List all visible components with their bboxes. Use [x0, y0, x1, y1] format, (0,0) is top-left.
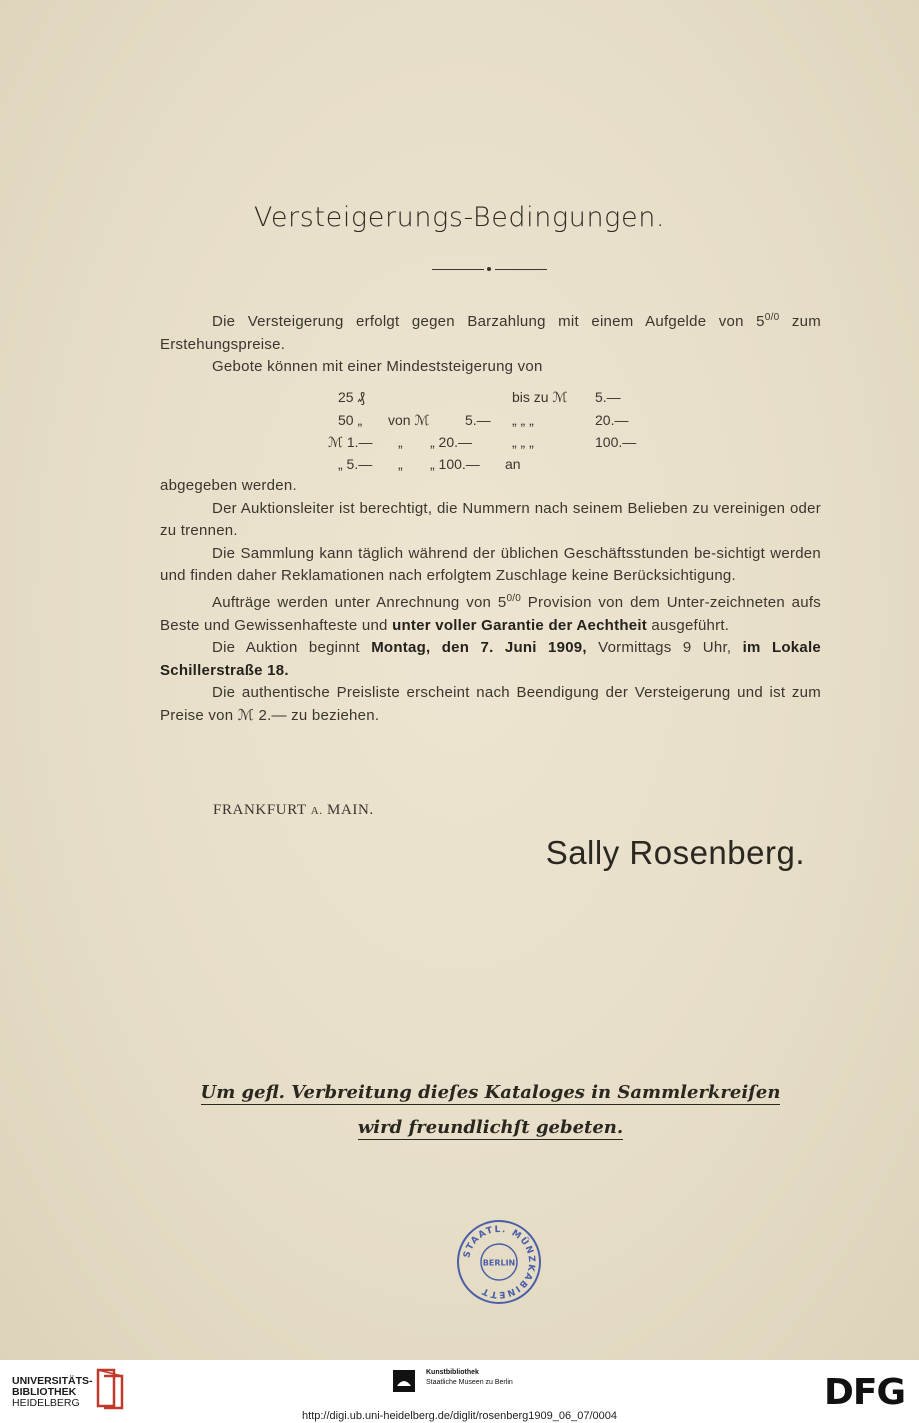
museum-stamp [455, 1218, 543, 1306]
increment-cell: „ 100.— [430, 456, 480, 472]
paragraph-bids: Gebote können mit einer Mindeststeigerung von [212, 358, 543, 376]
kunstbibliothek-label: Kunstbibliothek Staatliche Museen zu Berlin [426, 1369, 513, 1386]
paragraph-submitted: abgegeben werden. [160, 477, 297, 494]
signature: Sally Rosenberg. [545, 834, 805, 871]
increment-cell: „ [398, 456, 403, 472]
increment-cell: 20.— [595, 412, 629, 428]
increment-cell: 5.— [595, 389, 621, 405]
conditions-text-upper [160, 307, 821, 379]
increment-cell: 100.— [595, 434, 637, 450]
increment-cell: „ „ „ [512, 434, 534, 450]
increment-cell: an [505, 456, 521, 472]
ub-heidelberg-label: UNIVERSITÄTS- BIBLIOTHEK HEIDELBERG [12, 1375, 93, 1409]
increment-cell: ℳ 1.— [328, 434, 373, 450]
paragraph-price-list: Die authentische Preisliste erscheint nach Beendigung der Versteigerung und ist zum Preise von ℳ 2.— zu beziehen. [160, 684, 821, 724]
conditions-text-lower [160, 475, 821, 728]
source-url[interactable]: http://digi.ub.uni-heidelberg.de/diglit/rosenberg1909_06_07/0004 [302, 1410, 617, 1422]
increment-cell: 50 „ [338, 412, 363, 428]
kunstbibliothek-logo-icon [393, 1370, 415, 1392]
increment-cell: „ 20.— [430, 434, 473, 450]
increment-cell: 25 ₰ [338, 389, 365, 405]
paragraph-payment: Die Versteigerung erfolgt gegen Barzahlung mit einem Aufgelde von $5^{0/0}$ zum Erstehungspreise. [160, 312, 821, 353]
increment-cell: 5.— [465, 412, 491, 428]
increment-cell: „ 5.— [338, 456, 373, 472]
stamp-center-text: BERLIN [482, 1258, 516, 1268]
dfg-logo: DFG [823, 1372, 905, 1413]
increment-cell: „ [398, 434, 403, 450]
paragraph-viewing: Die Sammlung kann täglich während der üblichen Geschäftsstunden be-sichtigt werden und finden daher Reklamationen nach erfolgtem Zuschlage keine Berücksichtigung. [160, 544, 821, 585]
paragraph-commissions: Aufträge werden unter Anrechnung von $5^{0/0}$ Provision von dem Unter-zeichneten aufs Beste und Gewissenhafteste und unter voller Garantie der Aechtheit ausgeführt. [160, 592, 821, 634]
title-ornament [432, 266, 547, 274]
notice-line-2: wird freundlichſt gebeten. [357, 1117, 624, 1138]
increment-cell: von ℳ [388, 412, 430, 428]
increment-cell: „ „ „ [512, 412, 534, 428]
increment-cell: bis zu ℳ [512, 389, 568, 405]
notice-line-1: Um gefl. Verbreitung dieſes Kataloges in Sammlerkreiſen [200, 1082, 781, 1103]
document-title: Versteigerungs-Bedingungen. [253, 202, 666, 233]
paragraph-auctioneer: Der Auktionsleiter ist berechtigt, die Nummern nach seinem Belieben zu vereinigen oder zu trennen. [160, 499, 821, 540]
paragraph-auction-date: Die Auktion beginnt Montag, den 7. Juni 1909, Vormittags 9 Uhr, im Lokale Schillerstraße 18. [160, 639, 821, 679]
ub-heidelberg-logo-icon [94, 1366, 128, 1410]
place-line: FRANKFURT A. MAIN. [213, 802, 374, 818]
stamp-ring-text: STAATL. MÜNZKABINETT [462, 1224, 537, 1300]
